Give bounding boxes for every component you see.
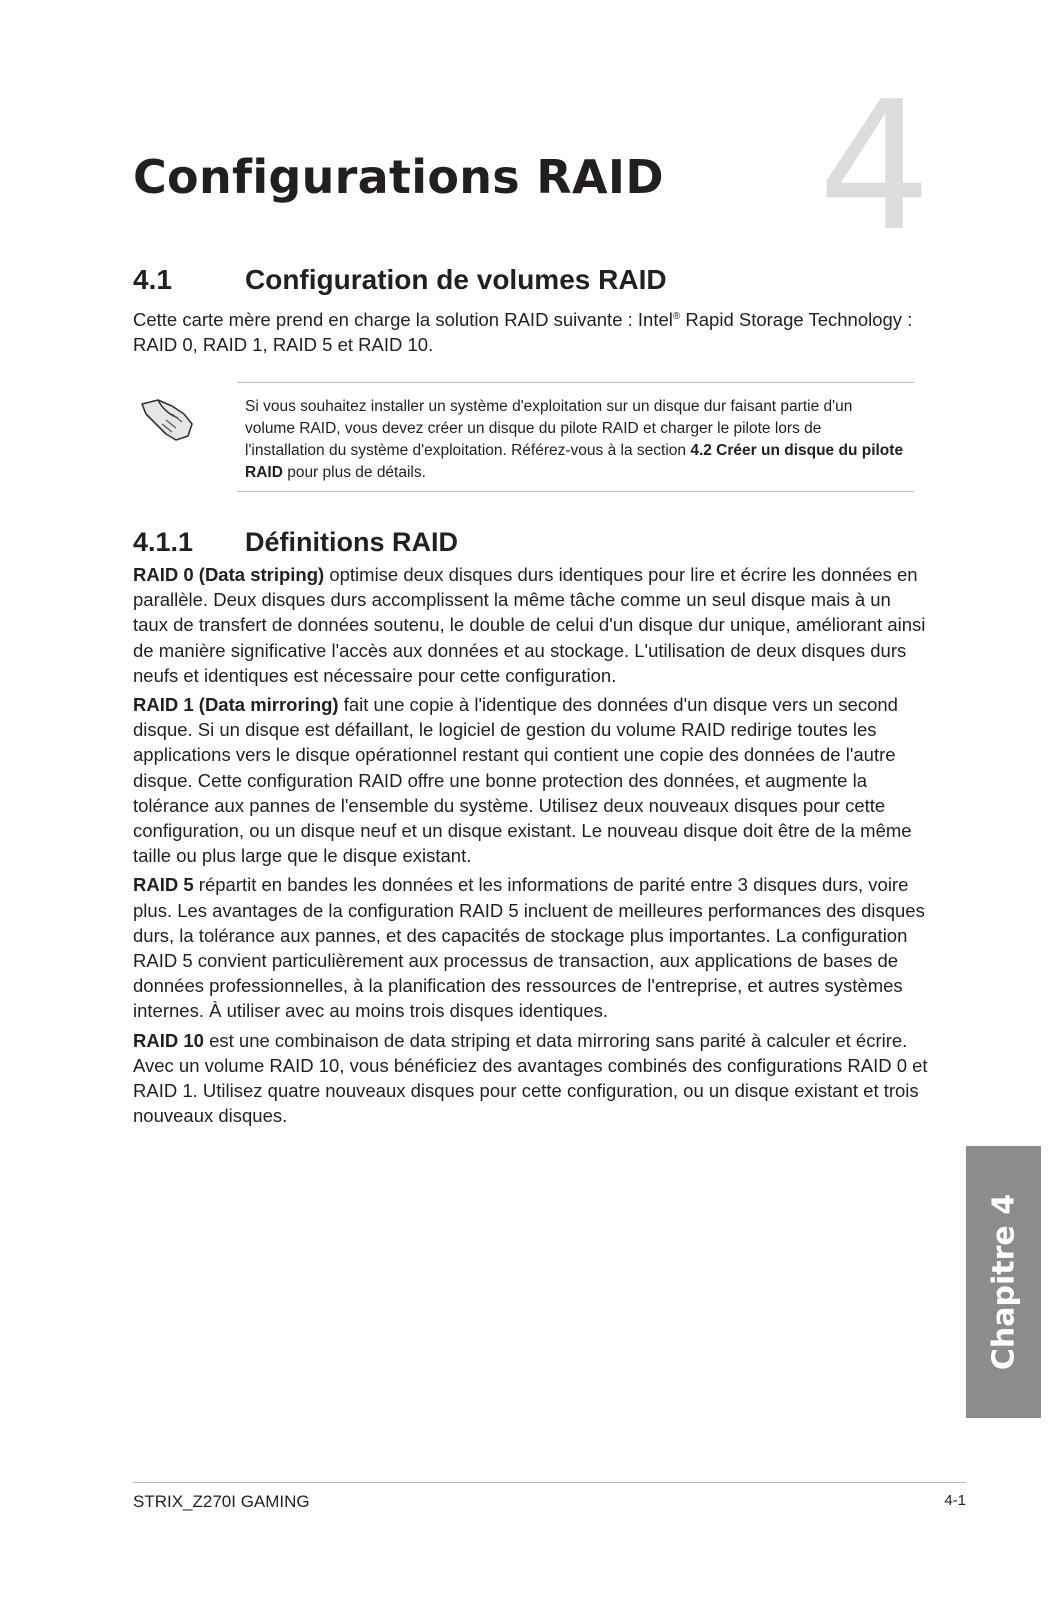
definition-raid-5 [133, 872, 928, 1023]
definition-text: optimise deux disques durs identiques pour lire et écrire les données en parallèle. Deux disques durs accomplissent la même tâche comme un seul disque mais à un taux de transfert de données soutenu, le double de celui d'un disque dur unique, améliorant ainsi de manière significative l'accès aux données et au stockage. L'utilisation de deux disques durs neufs et identiques est nécessaire pour cette configuration. [133, 564, 926, 686]
definition-text: est une combinaison de data striping et data mirroring sans parité à calculer et écrire. Avec un volume RAID 10, vous bénéficiez des avantages combinés des configurations RAID 0 et RAID 1. Utilisez quatre nouveaux disques pour cette configuration, ou un disque existant et trois nouveaux disques. [133, 1029, 928, 1127]
section-heading-4-1-1 [133, 527, 458, 558]
definition-term: RAID 1 (Data mirroring) [133, 694, 339, 716]
section-number: 4.1 [133, 264, 172, 295]
chapter-title: Configurations RAID [133, 150, 664, 204]
definition-term: RAID 0 (Data striping) [133, 564, 325, 585]
definition-term: RAID 5 [133, 874, 194, 896]
footer-model: STRIX_Z270I GAMING [133, 1492, 310, 1511]
chapter-side-tab [966, 1146, 1041, 1418]
subsection-number: 4.1.1 [133, 527, 194, 557]
raid-definitions [133, 562, 928, 1132]
note-text-part: Si vous souhaitez installer un système d'exploitation sur un disque dur faisant partie d'un volume RAID, vous devez créer un disque du pilote RAID et charger le pilote lors de l'installation du système d'exploitation. Référez-vous à la section [245, 398, 853, 459]
note-reference: 4.2 Créer un disque du pilote RAID [245, 442, 904, 481]
definition-raid-10 [133, 1028, 928, 1129]
chapter-tab-label: Chapitre 4 [986, 1193, 1021, 1371]
note-box [237, 382, 914, 492]
chapter-number: 4 [818, 63, 932, 270]
intro-text-continued: Rapid Storage Technology : RAID 0, RAID 1, RAID 5 et RAID 10. [133, 309, 913, 356]
intro-text: Cette carte mère prend en charge la solution RAID suivante : Intel [133, 309, 673, 331]
definition-raid-1 [133, 692, 928, 868]
definition-term: RAID 10 [133, 1029, 204, 1051]
pointing-hand-icon [138, 394, 196, 442]
footer-divider [133, 1482, 966, 1483]
intro-paragraph [133, 304, 923, 357]
section-title: Configuration de volumes RAID [245, 264, 667, 295]
section-heading-4-1 [133, 264, 667, 296]
note-text-end: pour plus de détails. [282, 464, 426, 481]
definition-raid-0 [133, 562, 928, 688]
definition-text: fait une copie à l'identique des données d'un disque vers un second disque. Si un disque est défaillant, le logiciel de gestion du volume RAID redirige toutes les applications vers le disque opérationnel restant qui contient une copie des données de l'autre disque. Cette configuration RAID offre une bonne protection des données, et augmente la tolérance aux pannes de l'ensemble du système. Utilisez deux nouveaux disques pour cette configuration, ou un disque neuf et un disque existant. Le nouveau disque doit être de la même taille ou plus large que le disque existant. [133, 694, 912, 867]
note-text [245, 396, 905, 484]
definition-text: répartit en bandes les données et les informations de parité entre 3 disques durs, voire plus. Les avantages de la configuration RAID 5 incluent de meilleures performances des disques durs, la tolérance aux pannes, et des capacités de stockage plus importantes. La configuration RAID 5 convient particulièrement aux processus de transaction, aux applications de bases de données professionnelles, à la planification des ressources de l'entreprise, et autres systèmes internes. À utiliser avec au moins trois disques identiques. [133, 874, 925, 1022]
subsection-title: Définitions RAID [245, 527, 458, 557]
registered-mark: ® [672, 311, 681, 322]
footer-page-number: 4-1 [944, 1492, 966, 1509]
